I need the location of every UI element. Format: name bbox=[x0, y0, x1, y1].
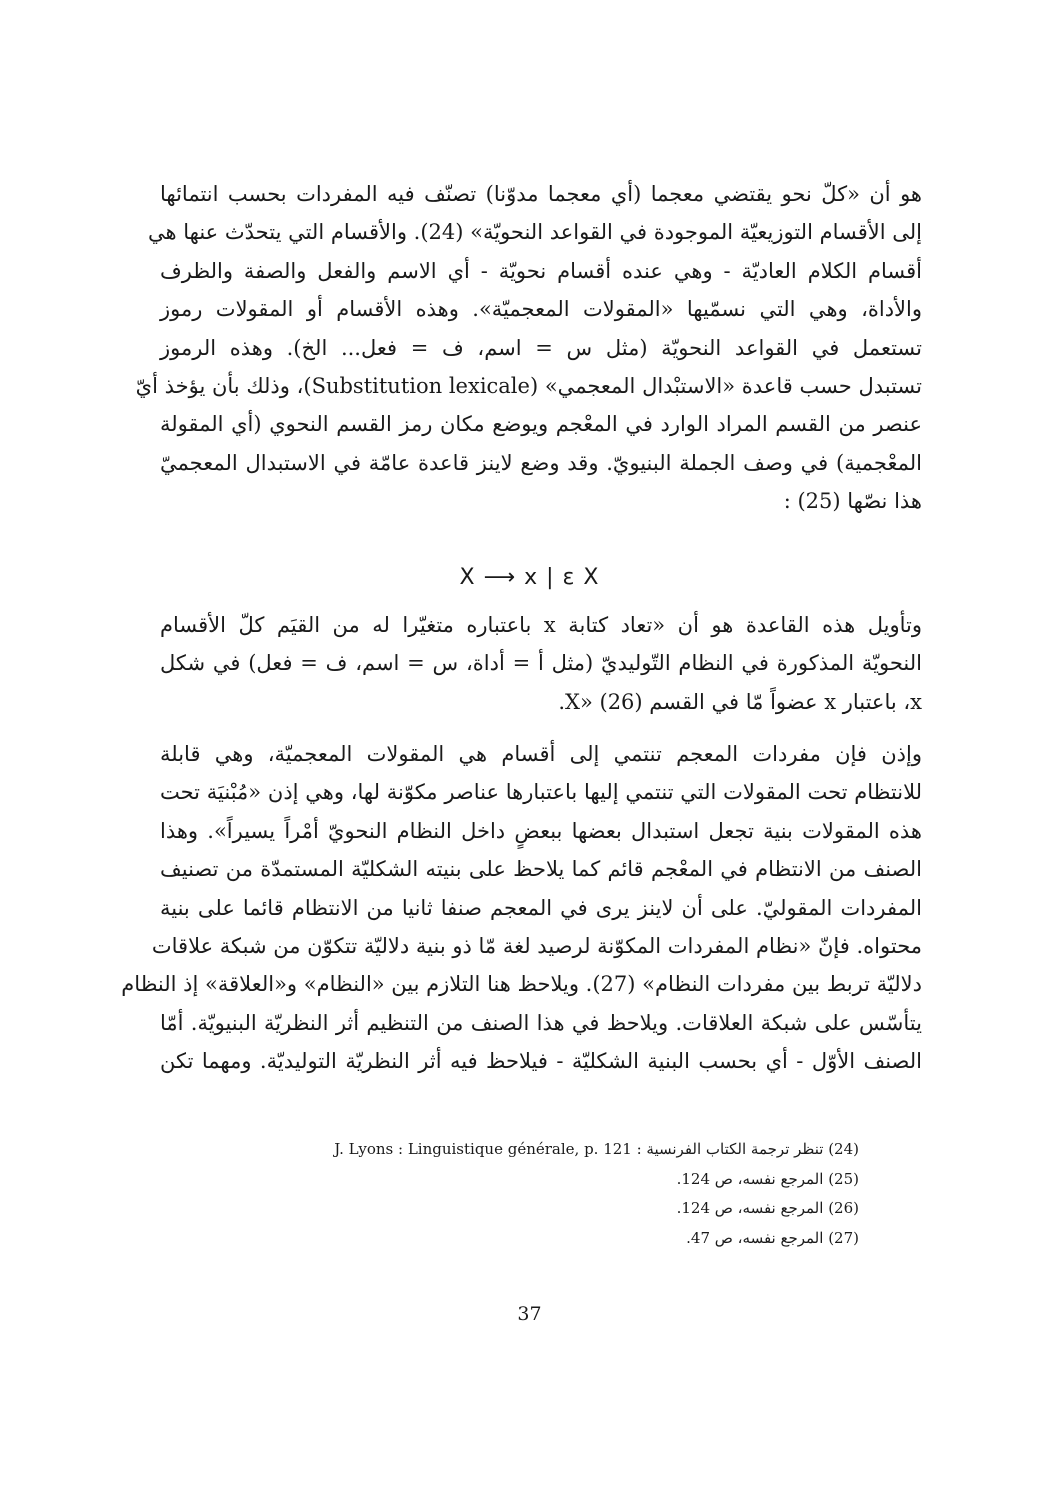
text-line: النحويّة المذكورة في النظام التّوليديّ (مثل أ = أداة، س = اسم، ف = فعل) في شكل bbox=[160, 651, 922, 676]
text-line: هذه المقولات بنية تجعل استبدال بعضها ببعضٍ داخل النظام النحويّ أمْراً يسيراً». وهذا bbox=[160, 818, 922, 843]
text-line: هو أن «كلّ نحو يقتضي معجما (أي معجما مدوّنا) تصنّف فيه المفردات بحسب انتمائها bbox=[160, 182, 922, 206]
text-line: إلى الأقسام التوزيعيّة الموجودة في القواعد النحويّة» (24). والأقسام التي يتحدّث عنها هي bbox=[148, 220, 922, 245]
text-line: تستعمل في القواعد النحويّة (مثل س = اسم، ف = فعل... الخ). وهذه الرموز bbox=[160, 335, 922, 360]
footnote-25: (25) المرجع نفسه، ص 124. bbox=[676, 1169, 859, 1188]
text-line: دلاليّة تربط بين مفردات النظام» (27). ويلاحظ هنا التلازم بين «النظام» و«العلاقة» إذ النظام bbox=[121, 972, 922, 997]
text-line: هذا نصّها (25) : bbox=[783, 489, 922, 514]
text-line: المعْجمية) في وصف الجملة البنيويّ. وقد وضع لاينز قاعدة عامّة في الاستبدال المعجميّ bbox=[160, 450, 922, 475]
footnote-27: (27) المرجع نفسه، ص 47. bbox=[686, 1228, 859, 1247]
text-line: محتواه. فإنّ «نظام المفردات المكوّنة لرصيد لغة مّا ذو بنية دلاليّة تتكوّن من شبكة علاقات bbox=[151, 934, 922, 959]
footnote-26: (26) المرجع نفسه، ص 124. bbox=[676, 1199, 859, 1217]
footnotes bbox=[219, 1135, 859, 1253]
text-line: تستبدل حسب قاعدة «الاستبْدال المعجمي» (Substitution lexicale)، وذلك بأن يؤخذ أيّ bbox=[135, 374, 922, 399]
text-line: المفردات المقوليّ. على أن لاينز يرى في المعجم صنفا ثانيا من الانتظام قائما على بنية bbox=[160, 895, 922, 920]
text-line: عنصر من القسم المراد الوارد في المعْجم ويوضع مكان رمز القسم النحوي (أي المقولة bbox=[160, 412, 922, 437]
text-line: الصنف الأوّل - أي بحسب البنية الشكليّة - فيلاحظ فيه أثر النظريّة التوليديّة. ومهما تكن bbox=[160, 1049, 922, 1074]
text-line: أقسام الكلام العاديّة - وهي عنده أقسام نحويّة - أي الاسم والفعل والصفة والظرف bbox=[160, 258, 922, 283]
text-line: للانتظام تحت المقولات التي تنتمي إليها باعتبارها عناصر مكوّنة لها، وهي إذن «مُبْنيَة تحت bbox=[160, 780, 923, 805]
paragraph-2 bbox=[160, 606, 922, 721]
text-line: والأداة، وهي التي نسمّيها «المقولات المعجميّة». وهذه الأقسام أو المقولات رموز bbox=[160, 297, 922, 322]
text-line: الصنف من الانتظام في المعْجم قائم كما يلاحظ على بنيته الشكليّة المستمدّة من تصنيف bbox=[160, 857, 922, 882]
text-line: x، باعتبار x عضواً مّا في القسم X» (26). bbox=[558, 689, 922, 714]
substitution-formula: X ⟶ x | ε X bbox=[459, 565, 600, 590]
text-line: يتأسّس على شبكة العلاقات. ويلاحظ في هذا الصنف من التنظيم أثر النظريّة البنيويّة. أمّا bbox=[160, 1010, 922, 1035]
paragraph-3 bbox=[121, 735, 923, 1081]
text-line: وتأويل هذه القاعدة هو أن «تعاد كتابة x باعتباره متغيّرا له من القيَم كلّ الأقسام bbox=[160, 613, 923, 637]
paragraph-1 bbox=[135, 175, 922, 521]
text-line: وإذن فإن مفردات المعجم تنتمي إلى أقسام هي المقولات المعجميّة، وهي قابلة bbox=[160, 742, 922, 766]
page-number: 37 bbox=[517, 1303, 542, 1325]
footnote-24: (24) تنظر ترجمة الكتاب الفرنسية : J. Lyons : Linguistique générale, p. 121 bbox=[334, 1140, 859, 1158]
